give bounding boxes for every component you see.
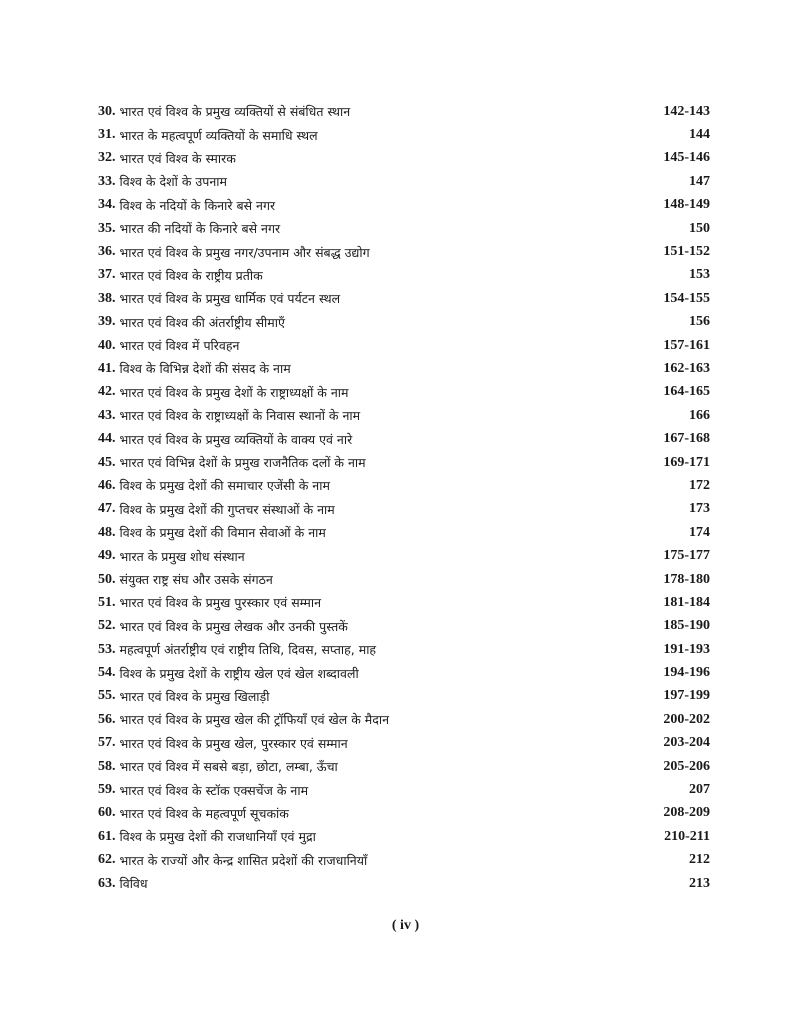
toc-entry-title: भारत एवं विश्व के स्टॉक एक्सचेंज के नाम (119, 782, 309, 798)
toc-entry-title: भारत एवं विश्व के प्रमुख खिलाड़ी (119, 688, 270, 704)
toc-entry-title: भारत एवं विश्व के प्रमुख लेखक और उनकी पुस्तकें (119, 618, 348, 634)
toc-entry (98, 240, 710, 263)
toc-entry-left (98, 875, 148, 892)
toc-entry-pages: 205-206 (663, 758, 710, 774)
toc-entry-number: 59. (98, 782, 116, 798)
toc-entry-title: भारत एवं विश्व में परिवहन (119, 338, 240, 354)
toc-entry (98, 802, 710, 825)
toc-entry-pages: 153 (689, 267, 710, 283)
toc-entry-pages: 191-193 (663, 641, 710, 657)
toc-entry-number: 41. (98, 360, 116, 376)
toc-entry-pages: 150 (689, 220, 710, 236)
toc-entry-left (98, 735, 348, 752)
toc-entry (98, 357, 710, 380)
toc-entry-left (98, 127, 318, 144)
toc-entry-number: 52. (98, 618, 116, 634)
toc-entry-pages: 194-196 (663, 665, 710, 681)
toc-entry (98, 521, 710, 544)
toc-entry-number: 57. (98, 735, 116, 751)
toc-entry-title: भारत के राज्यों और केन्द्र शासित प्रदेशों की राजधानियाँ (119, 852, 368, 868)
toc-entry-pages: 212 (689, 852, 710, 868)
toc-entry-number: 48. (98, 524, 116, 540)
toc-entry (98, 123, 710, 146)
toc-entry-left (98, 360, 291, 377)
toc-entry-number: 46. (98, 477, 116, 493)
toc-entry-number: 62. (98, 852, 116, 868)
toc-entry-left (98, 548, 245, 565)
toc-entry-left (98, 103, 350, 120)
toc-entry-number: 45. (98, 454, 116, 470)
toc-entry (98, 638, 710, 661)
toc-entry-number: 36. (98, 244, 116, 260)
toc-entry (98, 685, 710, 708)
toc-entry-number: 37. (98, 267, 116, 283)
toc-entry-title: भारत एवं विश्व के प्रमुख व्यक्तियों से संबंधित स्थान (119, 104, 351, 120)
toc-entry-pages: 175-177 (663, 548, 710, 564)
toc-entry-pages: 210-211 (664, 828, 710, 844)
toc-entry-left (98, 782, 308, 799)
toc-entry-left (98, 173, 227, 190)
toc-entry (98, 287, 710, 310)
toc-entry-title: भारत एवं विश्व के स्मारक (119, 150, 236, 166)
toc-entry-pages: 197-199 (663, 688, 710, 704)
toc-entry-pages: 167-168 (663, 431, 710, 447)
toc-entry-title: विश्व के प्रमुख देशों की गुप्तचर संस्थाओं के नाम (119, 501, 335, 517)
toc-entry-pages: 172 (689, 477, 710, 493)
toc-entry-pages: 142-143 (663, 103, 710, 119)
toc-entry-title: भारत एवं विश्व के प्रमुख धार्मिक एवं पर्यटन स्थल (119, 291, 341, 307)
toc-entry (98, 872, 710, 895)
toc-entry-title: भारत की नदियों के किनारे बसे नगर (119, 221, 281, 237)
toc-entry-pages: 203-204 (663, 735, 710, 751)
toc-entry-pages: 164-165 (663, 384, 710, 400)
toc-entry-number: 31. (98, 127, 116, 143)
toc-entry-title: भारत के महत्वपूर्ण व्यक्तियों के समाधि स्थल (119, 127, 318, 143)
toc-entry-pages: 173 (689, 501, 710, 517)
toc-entry-number: 58. (98, 758, 116, 774)
toc-entry-left (98, 197, 275, 214)
toc-entry-title: संयुक्त राष्ट्र संघ और उसके संगठन (119, 572, 273, 587)
table-of-contents (98, 100, 710, 895)
toc-entry-left (98, 384, 349, 401)
toc-entry-left (98, 290, 340, 307)
toc-entry-title: भारत एवं विश्व के प्रमुख खेल की ट्रॉफियाँ एवं खेल के मैदान (119, 712, 390, 728)
toc-entry-pages: 145-146 (663, 150, 710, 166)
toc-entry-number: 30. (98, 103, 116, 119)
toc-entry-pages: 154-155 (663, 290, 710, 306)
toc-entry-number: 54. (98, 665, 116, 681)
toc-entry-number: 47. (98, 501, 116, 517)
toc-entry-left (98, 711, 389, 728)
toc-entry-number: 51. (98, 594, 116, 610)
toc-entry (98, 217, 710, 240)
toc-entry (98, 147, 710, 170)
toc-entry-number: 63. (98, 875, 116, 891)
toc-entry-pages: 147 (689, 173, 710, 189)
toc-entry-left (98, 852, 367, 869)
toc-entry-left (98, 688, 269, 705)
toc-entry-number: 49. (98, 548, 116, 564)
toc-entry-number: 60. (98, 805, 116, 821)
toc-entry-left (98, 618, 348, 635)
toc-entry-title: भारत एवं विश्व के राष्ट्रीय प्रतीक (119, 267, 263, 283)
toc-entry-pages: 156 (689, 314, 710, 330)
toc-entry-left (98, 477, 330, 494)
toc-entry-left (98, 571, 273, 588)
toc-entry-left (98, 431, 352, 448)
toc-entry-title: भारत एवं विश्व के प्रमुख खेल, पुरस्कार एवं सम्मान (119, 735, 348, 751)
toc-entry-left (98, 150, 236, 167)
toc-entry (98, 427, 710, 450)
toc-entry (98, 194, 710, 217)
toc-entry-left (98, 244, 370, 261)
toc-entry (98, 591, 710, 614)
toc-entry-left (98, 524, 326, 541)
toc-entry (98, 404, 710, 427)
toc-entry-number: 53. (98, 641, 116, 657)
toc-entry-left (98, 641, 376, 658)
toc-entry (98, 544, 710, 567)
toc-entry-left (98, 665, 359, 682)
toc-entry-pages: 200-202 (663, 711, 710, 727)
toc-entry-pages: 166 (689, 407, 710, 423)
toc-entry-pages: 185-190 (663, 618, 710, 634)
toc-entry (98, 615, 710, 638)
toc-entry-left (98, 594, 321, 611)
toc-entry-number: 42. (98, 384, 116, 400)
toc-entry-title: विश्व के प्रमुख देशों की विमान सेवाओं के नाम (119, 525, 326, 541)
toc-entry-title: विश्व के नदियों के किनारे बसे नगर (119, 197, 276, 213)
toc-entry (98, 311, 710, 334)
toc-entry-title: भारत एवं विश्व के राष्ट्राध्यक्षों के निवास स्थानों के नाम (119, 408, 361, 424)
toc-entry-pages: 181-184 (663, 594, 710, 610)
toc-entry-number: 44. (98, 431, 116, 447)
toc-entry-pages: 157-161 (663, 337, 710, 353)
toc-entry-left (98, 828, 316, 845)
toc-entry-title: विश्व के विभिन्न देशों की संसद के नाम (119, 361, 291, 377)
toc-entry-number: 40. (98, 337, 116, 353)
toc-entry (98, 381, 710, 404)
toc-entry-title: विश्व के देशों के उपनाम (119, 174, 228, 190)
toc-entry-title: विश्व के प्रमुख देशों की राजधानियाँ एवं मुद्रा (119, 829, 316, 845)
toc-entry-title: भारत एवं विश्व के प्रमुख पुरस्कार एवं सम्मान (119, 595, 322, 611)
toc-entry-pages: 178-180 (663, 571, 710, 587)
toc-entry-number: 33. (98, 173, 116, 189)
toc-entry-title: महत्वपूर्ण अंतर्राष्ट्रीय एवं राष्ट्रीय तिथि, दिवस, सप्ताह, माह (119, 642, 377, 658)
toc-entry-number: 39. (98, 314, 116, 330)
toc-entry (98, 778, 710, 801)
toc-entry-number: 35. (98, 220, 116, 236)
toc-entry (98, 334, 710, 357)
toc-entry (98, 732, 710, 755)
toc-entry-pages: 174 (689, 524, 710, 540)
toc-entry-title: भारत एवं विभिन्न देशों के प्रमुख राजनैतिक दलों के नाम (119, 455, 366, 471)
toc-entry-number: 38. (98, 290, 116, 306)
toc-entry-pages: 169-171 (663, 454, 710, 470)
toc-entry-title: भारत एवं विश्व के प्रमुख व्यक्तियों के वाक्य एवं नारे (119, 431, 353, 447)
toc-entry-number: 32. (98, 150, 116, 166)
toc-entry-left (98, 805, 289, 822)
page-number: ( iv ) (391, 918, 420, 933)
toc-entry-title: विश्व के प्रमुख देशों की समाचार एजेंसी के नाम (119, 478, 330, 494)
toc-entry-left (98, 267, 263, 284)
toc-entry-left (98, 314, 285, 331)
toc-entry-title: विश्व के प्रमुख देशों के राष्ट्रीय खेल एवं खेल शब्दावली (119, 665, 359, 681)
toc-entry (98, 661, 710, 684)
toc-entry-number: 56. (98, 711, 116, 727)
toc-entry-title: भारत एवं विश्व के प्रमुख नगर/उपनाम और संबद्ध उद्योग (119, 244, 370, 260)
toc-entry-left (98, 407, 360, 424)
toc-entry-pages: 148-149 (663, 197, 710, 213)
toc-entry (98, 825, 710, 848)
toc-entry-left (98, 337, 239, 354)
toc-entry-title: भारत एवं विश्व के महत्वपूर्ण सूचकांक (119, 805, 289, 821)
toc-entry-title: भारत के प्रमुख शोध संस्थान (119, 548, 245, 564)
toc-entry (98, 451, 710, 474)
toc-entry-number: 61. (98, 828, 116, 844)
toc-entry (98, 170, 710, 193)
toc-entry-left (98, 758, 338, 775)
toc-entry-left (98, 454, 366, 471)
toc-entry (98, 264, 710, 287)
toc-entry-title: विविध (119, 876, 148, 892)
toc-entry-title: भारत एवं विश्व की अंतर्राष्ट्रीय सीमाएँ (119, 314, 285, 330)
toc-entry (98, 100, 710, 123)
toc-entry-number: 50. (98, 571, 116, 587)
toc-entry-pages: 162-163 (663, 360, 710, 376)
toc-entry-pages: 151-152 (663, 244, 710, 260)
toc-entry-title: भारत एवं विश्व के प्रमुख देशों के राष्ट्राध्यक्षों के नाम (119, 384, 349, 400)
toc-entry (98, 755, 710, 778)
toc-entry-left (98, 501, 335, 518)
toc-entry-pages: 208-209 (663, 805, 710, 821)
toc-entry-number: 55. (98, 688, 116, 704)
toc-entry-number: 43. (98, 407, 116, 423)
toc-entry-title: भारत एवं विश्व में सबसे बड़ा, छोटा, लम्बा, ऊँचा (119, 759, 338, 775)
toc-entry-pages: 207 (689, 782, 710, 798)
toc-entry (98, 708, 710, 731)
toc-entry (98, 474, 710, 497)
toc-entry (98, 849, 710, 872)
toc-entry (98, 568, 710, 591)
toc-entry-left (98, 220, 280, 237)
toc-entry-pages: 144 (689, 127, 710, 143)
toc-entry-pages: 213 (689, 875, 710, 891)
toc-entry (98, 498, 710, 521)
toc-entry-number: 34. (98, 197, 116, 213)
